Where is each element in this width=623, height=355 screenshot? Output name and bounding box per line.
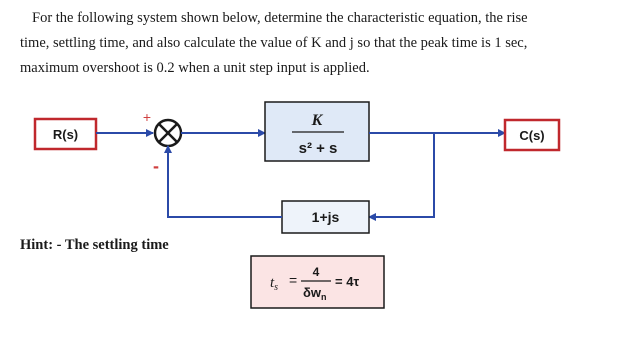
formula-equals: =: [289, 272, 298, 288]
summing-junction: [155, 120, 181, 146]
output-label: C(s): [519, 128, 545, 143]
feedback-label: 1+js: [311, 209, 340, 225]
input-label: R(s): [52, 127, 79, 142]
formula-denominator: $\delta w_n$: [303, 285, 327, 302]
problem-line-1: For the following system shown below, determine the characteristic equation, the rise: [32, 10, 528, 26]
problem-line-3: maximum overshoot is 0.2 when a unit step input is applied.: [20, 60, 370, 76]
plus-sign: +: [142, 109, 152, 125]
formula-numerator: 4: [312, 265, 320, 279]
forward-denominator: s² + s: [298, 140, 338, 157]
formula-rhs: = 4τ: [335, 274, 360, 289]
forward-numerator: K: [311, 112, 323, 129]
problem-line-2: time, settling time, and also calculate the value of K and j so that the peak time is 1 sec,: [20, 35, 528, 51]
hint-label: Hint: - The settling time: [20, 237, 169, 253]
formula-ts: $t_s$: [270, 275, 279, 293]
feedback-line-out: [369, 133, 434, 217]
minus-sign: -: [153, 156, 159, 176]
